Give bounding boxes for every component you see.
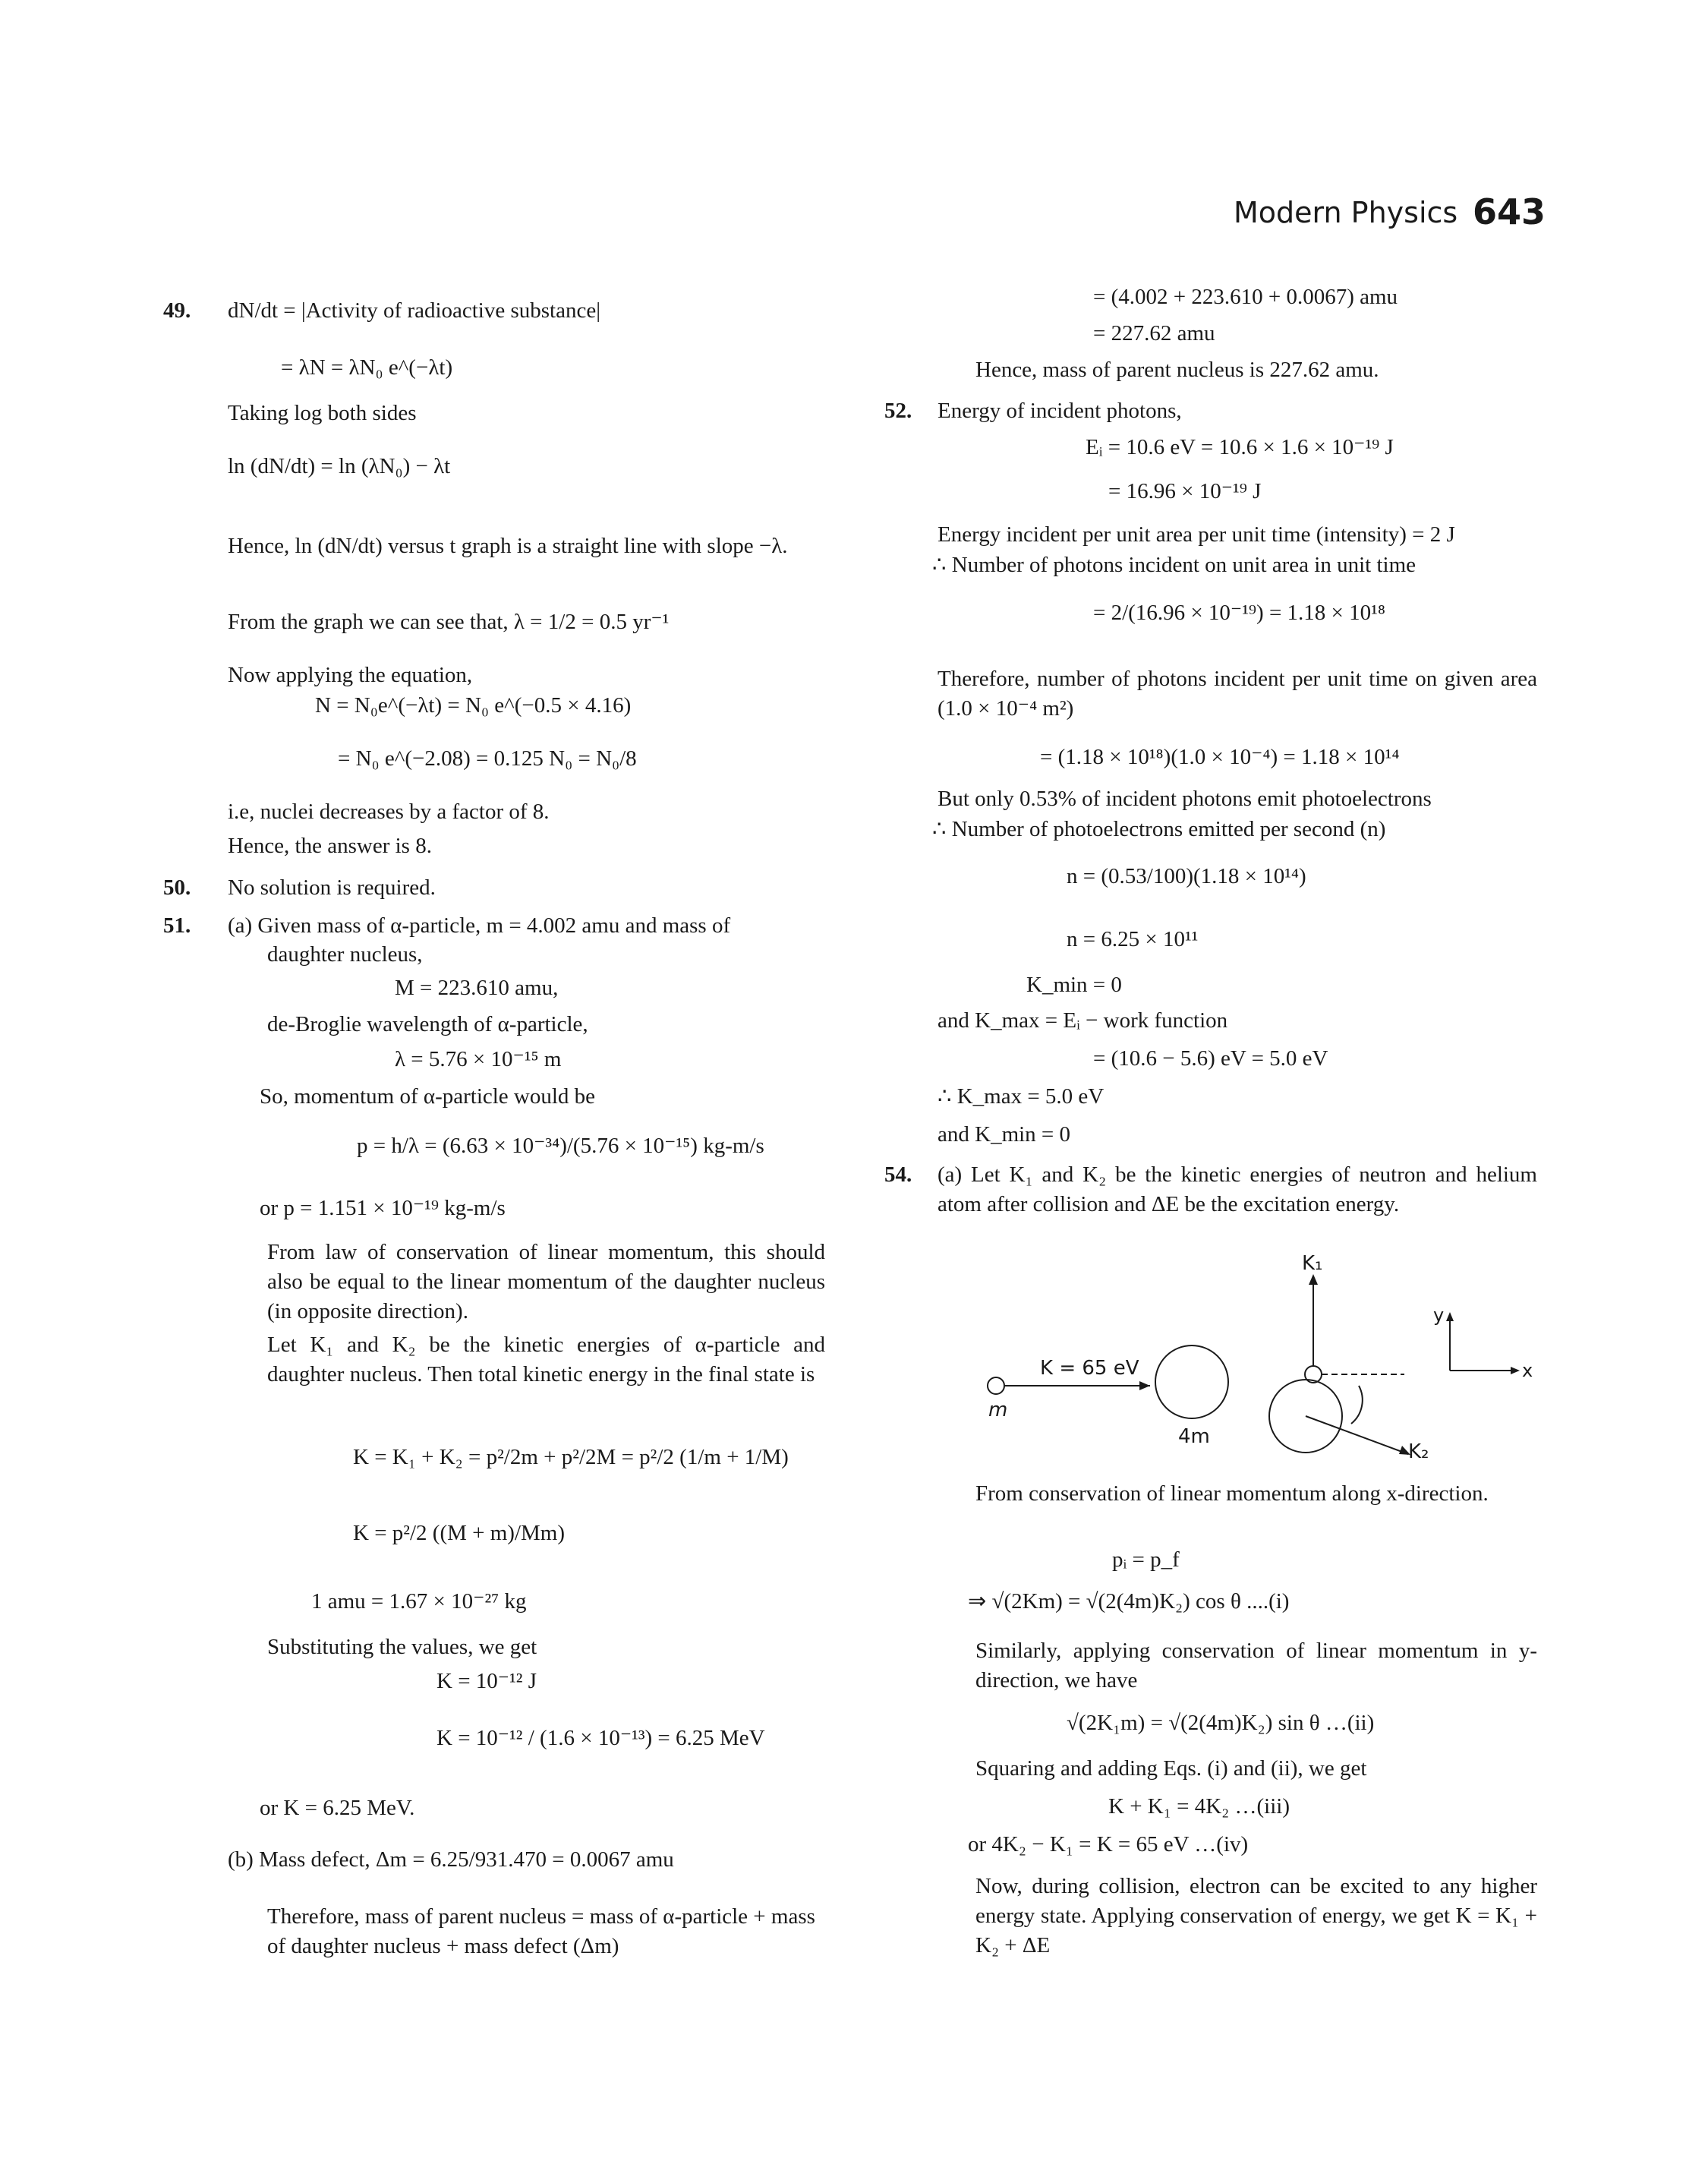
- label-K: K = 65 eV: [1040, 1357, 1139, 1380]
- q49-line: Hence, ln (dN/dt) versus t graph is a straight line with slope −λ.: [228, 534, 788, 558]
- helium-circle: [1155, 1345, 1228, 1418]
- q49-line: N = N₀e^(−λt) = N₀ e^(−0.5 × 4.16): [315, 693, 632, 718]
- theta-arc: [1351, 1386, 1363, 1424]
- q54-paragraph: Now, during collision, electron can be excited to any higher energy state. Applying conservation of energy, we get K = K₁ + K₂ + ΔE: [975, 1874, 1537, 1958]
- q51-number: 51.: [163, 913, 191, 938]
- q52-line: Energy incident per unit area per unit time (intensity) = 2 J: [938, 522, 1455, 547]
- neutron-circle: [988, 1377, 1004, 1394]
- q49-line: Hence, the answer is 8.: [228, 834, 432, 858]
- q51-line: de-Broglie wavelength of α-particle,: [267, 1012, 588, 1036]
- q52-number: 52.: [884, 399, 912, 423]
- label-K1: K₁: [1302, 1253, 1323, 1275]
- q52-line: K_min = 0: [1026, 973, 1122, 997]
- label-x: x: [1522, 1360, 1533, 1381]
- q52-line: n = (0.53/100)(1.18 × 10¹⁴): [1067, 864, 1306, 888]
- q51-line: K = 10⁻¹² / (1.6 × 10⁻¹³) = 6.25 MeV: [436, 1726, 765, 1750]
- q49-line: i.e, nuclei decreases by a factor of 8.: [228, 800, 550, 824]
- q50-number: 50.: [163, 875, 191, 900]
- q52-line: But only 0.53% of incident photons emit photoelectrons: [938, 787, 1432, 811]
- q49-line: From the graph we can see that, λ = 1/2 = 0.5 yr⁻¹: [228, 610, 670, 634]
- q49-line: = N₀ e^(−2.08) = 0.125 N₀ = N₀/8: [338, 746, 637, 771]
- label-K2: K₂: [1408, 1440, 1429, 1463]
- q50-line: No solution is required.: [228, 875, 436, 900]
- page-number: 643: [1473, 191, 1546, 232]
- q51-line: K = p²/2 ((M + m)/Mm): [353, 1521, 566, 1545]
- q54-line: pᵢ = p_f: [1112, 1547, 1180, 1572]
- q51-line: Substituting the values, we get: [267, 1635, 537, 1659]
- q49-number: 49.: [163, 298, 191, 323]
- q51-line: daughter nucleus,: [267, 942, 423, 967]
- q52-line: ∴ K_max = 5.0 eV: [938, 1084, 1105, 1109]
- q52-line: n = 6.25 × 10¹¹: [1067, 927, 1199, 951]
- q52-line: ∴ Number of photoelectrons emitted per second (n): [932, 817, 1386, 841]
- q54-line: √(2K₁m) = √(2(4m)K₂) sin θ …(ii): [1067, 1711, 1375, 1735]
- q54-line: K + K₁ = 4K₂ …(iii): [1108, 1794, 1290, 1819]
- q51-line: K = 10⁻¹² J: [436, 1669, 537, 1693]
- q54-line: Squaring and adding Eqs. (i) and (ii), we get: [975, 1756, 1367, 1781]
- label-m: m: [988, 1399, 1008, 1421]
- q51-line: p = h/λ = (6.63 × 10⁻³⁴)/(5.76 × 10⁻¹⁵) kg-m/s: [357, 1134, 764, 1158]
- q51-paragraph: From law of conservation of linear momentum, this should also be equal to the linear momentum of the daughter nucleus (in opposite direction).: [267, 1240, 825, 1324]
- q51-line: (a) Given mass of α-particle, m = 4.002 amu and mass of: [228, 913, 731, 938]
- q54-line: or 4K₂ − K₁ = K = 65 eV …(iv): [968, 1832, 1249, 1856]
- header-title: Modern Physics: [1234, 196, 1458, 229]
- q52-line: Eᵢ = 10.6 eV = 10.6 × 1.6 × 10⁻¹⁹ J: [1086, 435, 1394, 459]
- q51-line: K = K₁ + K₂ = p²/2m + p²/2M = p²/2 (1/m + 1/M): [353, 1445, 789, 1469]
- q52-line: ∴ Number of photons incident on unit area in unit time: [932, 553, 1416, 577]
- q49-line: Now applying the equation,: [228, 663, 473, 687]
- q49-line: dN/dt = |Activity of radioactive substance|: [228, 298, 601, 323]
- q51-continued-line: = 227.62 amu: [1093, 321, 1215, 345]
- q51-continued-line: = (4.002 + 223.610 + 0.0067) amu: [1093, 285, 1398, 309]
- q51-line: (b) Mass defect, Δm = 6.25/931.470 = 0.0067 amu: [228, 1847, 674, 1872]
- q51-line: 1 amu = 1.67 × 10⁻²⁷ kg: [311, 1589, 527, 1614]
- q52-paragraph: Therefore, number of photons incident per unit time on given area (1.0 × 10⁻⁴ m²): [938, 667, 1537, 721]
- q49-line: ln (dN/dt) = ln (λN₀) − λt: [228, 454, 451, 478]
- q52-line: = (10.6 − 5.6) eV = 5.0 eV: [1093, 1046, 1328, 1071]
- q51-line: So, momentum of α-particle would be: [260, 1084, 596, 1109]
- q51-paragraph: Let K₁ and K₂ be the kinetic energies of α-particle and daughter nucleus. Then total kinetic energy in the final state is: [267, 1333, 825, 1387]
- label-4m: 4m: [1178, 1425, 1210, 1448]
- q54-line: ⇒ √(2Km) = √(2(4m)K₂) cos θ ....(i): [968, 1589, 1290, 1614]
- collision-figure: [979, 1253, 1541, 1465]
- q51-line: λ = 5.76 × 10⁻¹⁵ m: [395, 1047, 562, 1071]
- q54-number: 54.: [884, 1162, 912, 1187]
- q54-paragraph: Similarly, applying conservation of linear momentum in y-direction, we have: [975, 1639, 1537, 1693]
- q54-paragraph: (a) Let K₁ and K₂ be the kinetic energies of neutron and helium atom after collision and ΔE be the excitation energy.: [938, 1162, 1537, 1217]
- q49-line: = λN = λN₀ e^(−λt): [281, 355, 453, 380]
- q54-paragraph: From conservation of linear momentum along x-direction.: [975, 1481, 1489, 1506]
- q49-line: Taking log both sides: [228, 401, 417, 425]
- q52-line: = 2/(16.96 × 10⁻¹⁹) = 1.18 × 10¹⁸: [1093, 601, 1385, 625]
- q51-line: or K = 6.25 MeV.: [260, 1796, 415, 1820]
- label-y: y: [1433, 1304, 1445, 1326]
- q52-line: = (1.18 × 10¹⁸)(1.0 × 10⁻⁴) = 1.18 × 10¹⁴: [1040, 745, 1400, 769]
- q52-line: and K_min = 0: [938, 1122, 1071, 1147]
- q52-line: Energy of incident photons,: [938, 399, 1182, 423]
- q52-line: and K_max = Eᵢ − work function: [938, 1008, 1228, 1033]
- q51-line: or p = 1.151 × 10⁻¹⁹ kg-m/s: [260, 1196, 506, 1220]
- q51-line: M = 223.610 amu,: [395, 976, 559, 1000]
- q51-paragraph: Therefore, mass of parent nucleus = mass of α-particle + mass of daughter nucleus + mass defect (Δm): [267, 1904, 815, 1959]
- q51-continued-line: Hence, mass of parent nucleus is 227.62 amu.: [975, 358, 1379, 382]
- q52-line: = 16.96 × 10⁻¹⁹ J: [1108, 479, 1262, 503]
